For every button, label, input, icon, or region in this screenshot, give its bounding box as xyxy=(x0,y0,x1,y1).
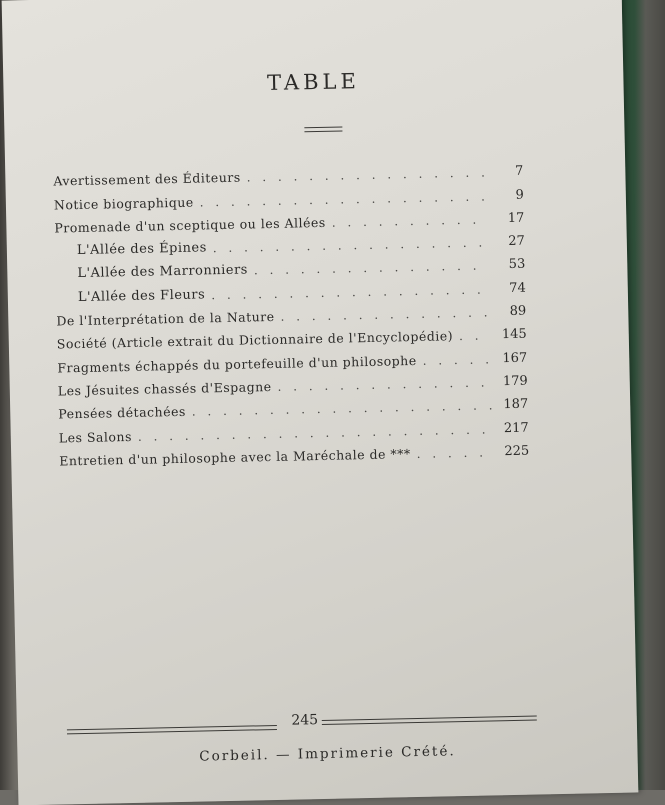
toc-entry-page: 27 xyxy=(508,233,525,250)
dot-leader xyxy=(422,352,491,367)
printer-imprint: Corbeil. — Imprimerie Crété. xyxy=(199,743,456,765)
title-rule xyxy=(304,126,342,132)
toc-entry-page: 179 xyxy=(502,373,528,390)
toc-entry-page: 217 xyxy=(503,420,529,436)
toc-entry-label: Notice biographique xyxy=(53,194,194,213)
toc-entry-label: Fragments échappés du portefeuille d'un philosophe xyxy=(57,352,417,376)
toc-entry-label: Entretien d'un philosophe avec la Maréchale de *** xyxy=(59,445,411,469)
toc-entry-label: Promenade d'un sceptique ou les Allées xyxy=(54,214,326,236)
toc-entry-page: 74 xyxy=(509,280,526,296)
book-page xyxy=(2,0,639,805)
toc-entry-page: 167 xyxy=(502,350,528,366)
toc-entry-page: 53 xyxy=(508,257,526,273)
page-title: TABLE xyxy=(266,69,361,96)
toc-entry-page: 9 xyxy=(515,187,524,203)
toc-entry-label: Pensées détachées xyxy=(58,404,186,422)
footer-rule-left xyxy=(67,725,277,734)
table-of-contents xyxy=(53,156,529,469)
toc-entry-label: Les Salons xyxy=(58,428,133,446)
toc-entry-page: 225 xyxy=(504,443,530,460)
toc-entry-label: De l'Interprétation de la Nature xyxy=(56,309,275,329)
dot-leader xyxy=(416,445,493,461)
toc-entry-page: 7 xyxy=(514,163,524,180)
toc-entry-page: 17 xyxy=(507,210,525,226)
toc-entry-page: 145 xyxy=(501,327,527,343)
footer-rule-right xyxy=(322,716,537,726)
toc-entry-label: Société (Article extrait du Dictionnaire de l'Encyclopédie) xyxy=(56,328,454,352)
toc-entry-page: 89 xyxy=(509,303,527,320)
toc-entry-label: Avertissement des Éditeurs xyxy=(53,169,241,189)
page-footer xyxy=(67,708,537,742)
dot-leader xyxy=(459,329,491,344)
toc-entry-label: L'Allée des Marronniers xyxy=(77,262,249,282)
toc-entry-label: L'Allée des Fleurs xyxy=(77,287,206,305)
toc-entry-page: 187 xyxy=(503,396,529,413)
toc-entry-label: Les Jésuites chassés d'Espagne xyxy=(57,378,272,399)
page-number: 245 xyxy=(291,712,319,729)
toc-entry-label: L'Allée des Épines xyxy=(76,240,207,259)
